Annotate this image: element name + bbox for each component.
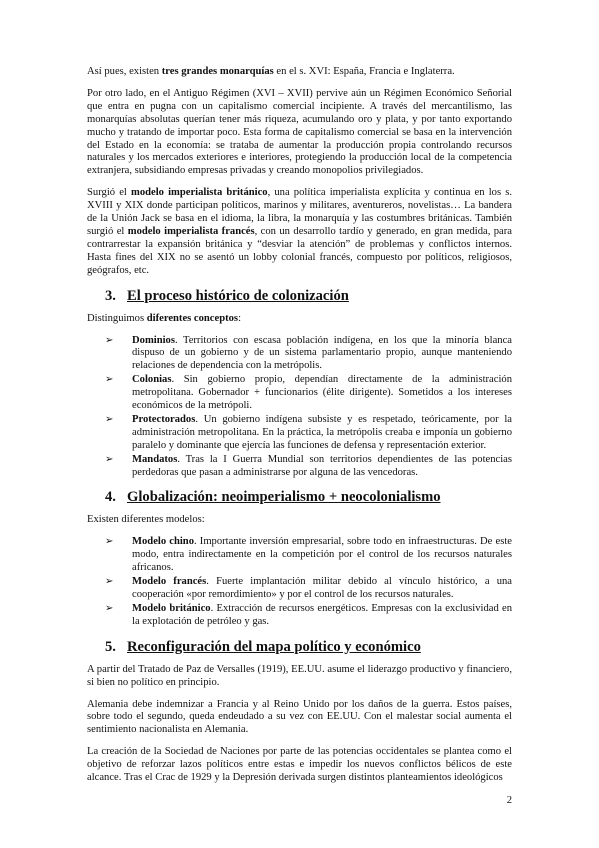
models-list xyxy=(87,536,512,628)
paragraph-modelos-imperialistas: Surgió el modelo imperialista británico, una política imperialista explícita y continua en los s. XVIII y XIX donde participan políticos, marinos y militares, aventureros, novelistas… La bandera de la Unión Jack se basa en el idioma, la libra, la monarquía y las costumbres británicas. También surgió el modelo imperialista francés, con un desarrollo tardío y generado, en gran medida, para contrarrestar la expansión británica y “desviar la atención” de problemas y conflictos internos. Hasta fines del XIX no se asentó un lobby colonial francés, compuesto por políticos, religiosos, geógrafos, etc. xyxy=(87,187,512,276)
bold-phrase: tres grandes monarquías xyxy=(161,66,274,77)
arrow-bullet-icon: ➢ xyxy=(105,576,114,588)
section-heading-5: 5. Reconfiguración del mapa político y económico xyxy=(105,638,421,655)
arrow-bullet-icon: ➢ xyxy=(105,602,114,614)
list-item: ➢ Modelo chino. Importante inversión empresarial, sobre todo en infraestructuras. De este modo, entra indirectamente en la competición por el control de los recursos naturales africanos. xyxy=(105,536,512,574)
page-number: 2 xyxy=(506,795,512,806)
concepts-list xyxy=(87,335,512,480)
section-heading-4: 4. Globalización: neoimperialismo + neocolonialismo xyxy=(105,489,441,506)
arrow-bullet-icon: ➢ xyxy=(105,334,114,346)
bold-phrase: modelo imperialista francés xyxy=(127,225,255,237)
paragraph-monarquias: Así pues, existen tres grandes monarquías en el s. XVI: España, Francia e Inglaterra. xyxy=(87,66,455,77)
arrow-bullet-icon: ➢ xyxy=(105,413,114,425)
paragraph-antiguo-regimen: Por otro lado, en el Antiguo Régimen (XVI – XVII) pervive aún un Régimen Económico Señorial que entra en pugna con un capitalismo comercial incipiente. A través del mercantilismo, las monarquías absolutas querían tener más riqueza, acumulando oro y plata, y por tanto exportando mucho y tratando de importar poco. Esta forma de capitalismo comercial se basa en la intervención del Estado en la economía: se trataba de aumentar la producción propia controlando recursos naturales y los mercados exteriores e interiores, protegiendo la producción local de la competencia extranjera, subsidiando empresas privadas y creando monopolios privilegiados. xyxy=(87,87,512,177)
list-item: ➢ Protectorados. Un gobierno indígena subsiste y es respetado, teóricamente, por la administración metropolitana. En la práctica, la metrópolis creaba e imponía un gobierno paralelo y dominante que ejercía las funciones de defensa y representación exterior. xyxy=(105,413,512,451)
arrow-bullet-icon: ➢ xyxy=(105,453,114,465)
section-3-intro: Distinguimos diferentes conceptos: xyxy=(87,312,242,324)
paragraph-sociedad-naciones: La creación de la Sociedad de Naciones por parte de las potencias occidentales se plantea como el objetivo de reforzar lazos políticos entre estas e impedir los nuevos conflictos bélicos de este alcance. Tras el Crac de 1929 y la Depresión derivada surgen distintos planteamientos ideológicos xyxy=(87,746,512,784)
list-item: ➢ Colonias. Sin gobierno propio, dependían directamente de la administración metropolitana. Gobernador + funcionarios (élite dirigente). Sometidos a los intereses económicos de la metrópoli. xyxy=(105,374,512,412)
arrow-bullet-icon: ➢ xyxy=(105,536,114,548)
paragraph-versalles: A partir del Tratado de Paz de Versalles (1919), EE.UU. asume el liderazgo productivo y financiero, si bien no político en principio. xyxy=(87,663,512,688)
section-4-intro: Existen diferentes modelos: xyxy=(87,514,205,526)
list-item: ➢ Modelo francés. Fuerte implantación militar debido al vínculo histórico, a una cooperación «por remordimiento» y por el control de los recursos naturales. xyxy=(105,576,512,600)
paragraph-alemania: Alemania debe indemnizar a Francia y al Reino Unido por los daños de la guerra. Estos países, sobre todo el segundo, queda endeudado a su vez con EE.UU. Con el malestar social aumenta el sentimiento nacionalista en Alemania. xyxy=(87,698,512,736)
list-item: ➢ Mandatos. Tras la I Guerra Mundial son territorios dependientes de las potencias perdedoras que pasan a administrarse por alguna de las vencedoras. xyxy=(105,453,512,478)
list-item: ➢ Modelo británico. Extracción de recursos energéticos. Empresas con la exclusividad en la explotación de petróleo y gas. xyxy=(105,602,512,627)
list-item: ➢ Dominios. Territorios con escasa población indígena, en los que la minoría blanca dispuso de un gobierno y de un sistema parlamentario propio, aunque manteniendo relaciones de dependencia con la metrópolis. xyxy=(105,334,512,372)
section-heading-3: 3. El proceso histórico de colonización xyxy=(105,287,349,304)
bold-phrase: modelo imperialista británico xyxy=(131,187,268,199)
arrow-bullet-icon: ➢ xyxy=(105,374,114,386)
